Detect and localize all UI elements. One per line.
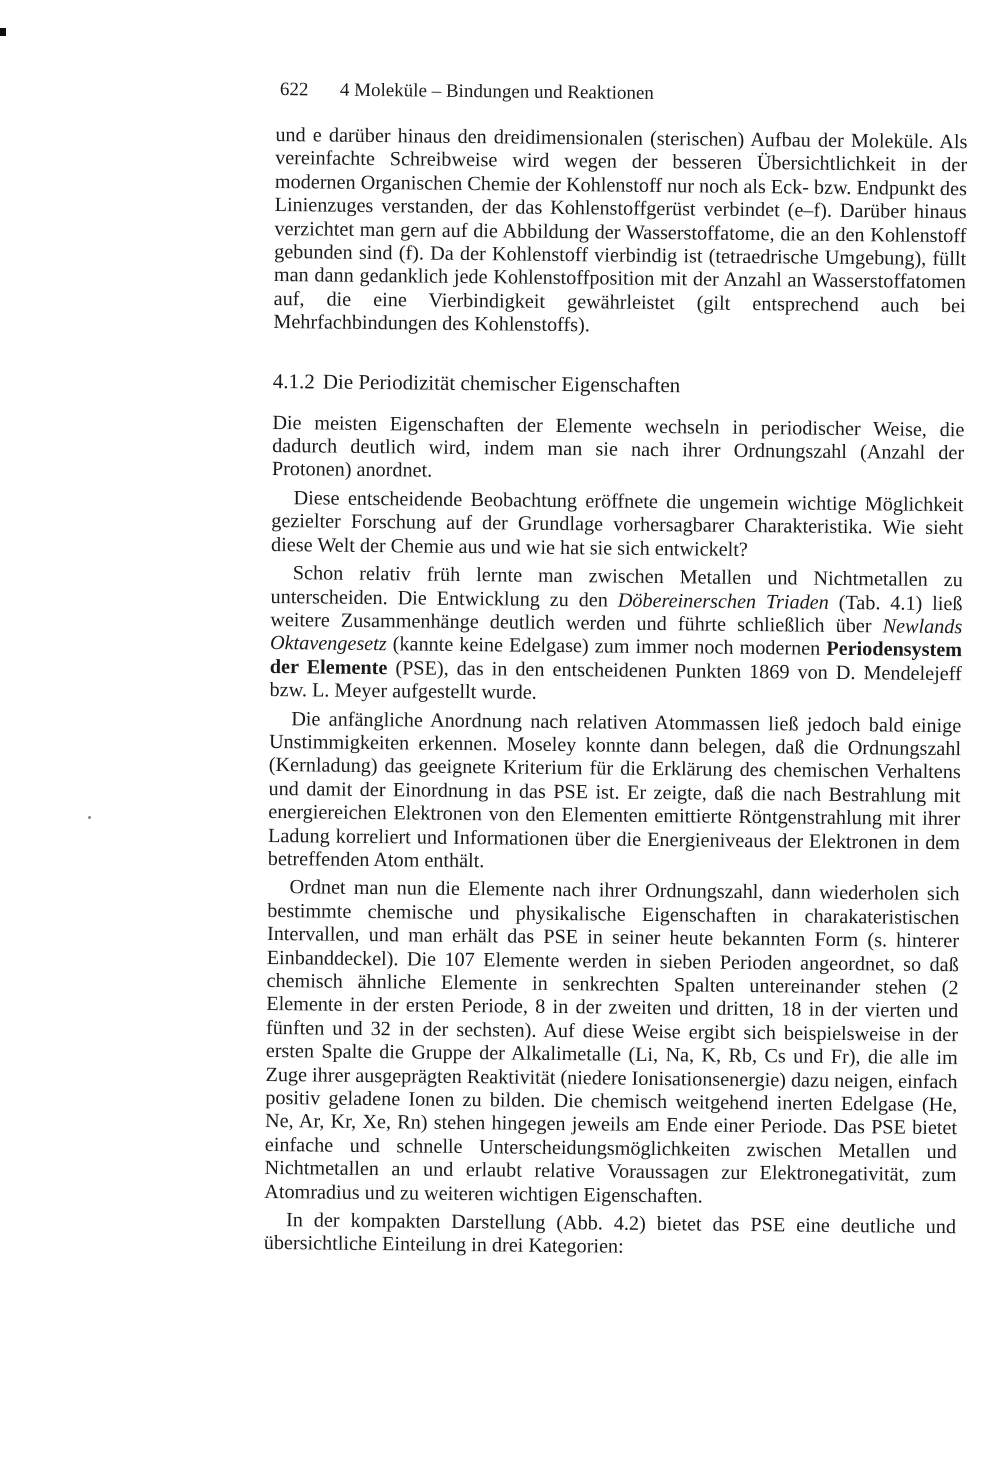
paragraph-2: Diese entscheidende Beobachtung eröffnete die ungemein wichtige Möglichkeit gezielter Forschung auf der Grundlage vorhersagbarer Charakteristika. Wie sieht diese Welt der Chemie aus und wie hat sie sich entwickelt?: [270, 487, 964, 561]
scan-artifact-mark: [0, 28, 6, 36]
paragraph-3-text-2: (Tab. 4.1) ließ weitere Zusammenhänge deutlich werden und führte schließlich über: [270, 591, 963, 638]
chapter-title: 4 Moleküle – Bindungen und Reaktionen: [339, 79, 654, 104]
section-heading: [273, 368, 965, 401]
paragraph-3-text-4: (PSE), das in den entscheidenen Punkten 1869 von D. Mendelejeff bzw. L. Meyer aufgestellt wurde.: [269, 656, 962, 704]
page-number: 622: [279, 79, 309, 101]
scan-speck: [88, 816, 91, 819]
section-title: Die Periodizität chemischer Eigenschaften: [322, 369, 681, 397]
paragraph-5: Ordnet man nun die Elemente nach ihrer Ordnungszahl, dann wiederholen sich bestimmte chemische und physikalische Eigenschaften in charakateristischen Intervallen, und man erhält das PSE in seiner heute bekannten Form (s. hinterer Einbanddeckel). Die 107 Elemente werden in sieben Perioden angeordnet, so daß chemisch ähnliche Elemente in senkrechten Spalten untereinander stehen (2 Elemente in der ersten Periode, 8 in der zweiten und dritten, 18 in der vierten und fünften und 32 in der sechsten). Auf diese Weise ergibt sich beispielsweise in der ersten Spalte die Gruppe der Alkalimetalle (Li, Na, K, Rb, Cs und Fr), die alle im Zuge ihrer ausgeprägten Reaktivität (niedere Ionisationsenergie) dazu neigen, einfach positiv geladene Ionen zu bilden. Die chemisch weitgehend inerten Edelgase (He, Ne, Ar, Kr, Xe, Rn) stehen hingegen jeweils am Ende einer Periode. Das PSE bietet einfache und schnelle Unterscheidungsmöglichkeiten zwischen Metallen und Nichtmetallen an und erlaubt relative Voraussagen zur Elektronegativität, zum Atomradius und zu weiteren wichtigen Eigenschaften.: [264, 876, 960, 1208]
doebereiner-triaden-term: Döbereinerschen Triaden: [617, 589, 829, 614]
paragraph-3: [269, 562, 962, 710]
intro-paragraph: und e darüber hinaus den dreidimensionalen (sterischen) Aufbau der Moleküle. Als vereinfachte Schreibweise wird wegen der besseren Übersichtlichkeit in der modernen Organischen Chemie der Kohlenstoff nur noch als Eck- bzw. Endpunkt des Linienzuges verstanden, der das Kohlenstoffgerüst verbindet (e–f). Darüber hinaus verzichtet man gern auf die Abbildung der Wasserstoffatome, die an den Kohlenstoff gebunden sind (f). Da der Kohlenstoff vierbindig ist (tetraedrische Umgebung), füllt man dann gedanklich jede Kohlenstoffposition mit der Anzahl an Wasserstoffatomen auf, die eine Vierbindigkeit gewährleistet (gilt entsprechend auch bei Mehrfachbindungen des Kohlenstoffs).: [273, 123, 968, 337]
newlands-oktavengesetz-term: Newlands Oktavengesetz: [269, 615, 963, 656]
periodensystem-term: Periodensystem der Elemente: [269, 638, 963, 679]
paragraph-3-text-1: Schon relativ früh lernte man zwischen Metallen und Nichtmetallen zu unterscheiden. Die Entwicklung zu den: [270, 562, 963, 612]
paragraph-1: Die meisten Eigenschaften der Elemente wechseln in periodischer Weise, die dadurch deutlich wird, indem man sie nach ihrer Ordnungszahl (Anzahl der Protonen) anordnet.: [271, 411, 965, 483]
book-page: [264, 78, 968, 1263]
section-number: 4.1.2: [272, 368, 315, 394]
running-head: [280, 78, 968, 109]
paragraph-6: In der kompakten Darstellung (Abb. 4.2) bietet das PSE eine deutliche und übersichtliche Einteilung in drei Kategorien:: [263, 1209, 957, 1259]
paragraph-4: Die anfängliche Anordnung nach relativen Atommassen ließ jedoch bald einige Unstimmigkeiten erkennen. Moseley konnte dann belegen, daß die Ordnungszahl (Kernladung) das geeignete Kriterium für die Erklärung des chemischen Verhaltens und damit der Einordnung in das PSE ist. Er zeigte, daß die nach Bestrahlung mit energiereichen Elektronen von den Elementen emittierte Röntgenstrahlung mit ihrer Ladung korreliert und Informationen über die Energieniveaus der Elektronen in dem betreffenden Atom enthält.: [267, 707, 962, 873]
paragraph-3-text-3: (kannte keine Edelgase) zum immer noch modernen: [386, 633, 827, 661]
